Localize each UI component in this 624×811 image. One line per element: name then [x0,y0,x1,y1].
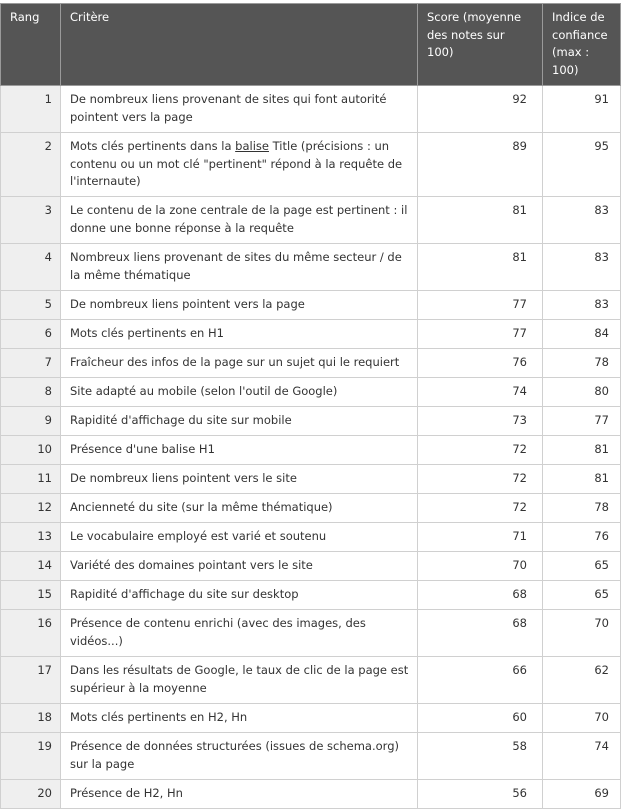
criterion-text-end: Title (précisions : un contenu ou un mot clé "pertinent" répond à la requête de l'internaute) [70,139,403,188]
criterion-cell: Variété des domaines pointant vers le site [61,552,418,581]
rank-cell: 10 [1,436,61,465]
header-rang: Rang [1,4,61,86]
criterion-cell: Le vocabulaire employé est varié et soutenu [61,523,418,552]
rank-cell: 11 [1,465,61,494]
criterion-cell: Mots clés pertinents en H2, Hn [61,704,418,733]
score-cell: 72 [418,465,543,494]
header-confiance: Indice de confiance (max : 100) [543,4,621,86]
score-cell: 76 [418,349,543,378]
confidence-cell: 76 [543,523,621,552]
table-row [1,133,621,197]
table-row [1,436,621,465]
score-cell: 81 [418,244,543,291]
table-row [1,244,621,291]
score-cell: 58 [418,733,543,780]
criterion-cell: Rapidité d'affichage du site sur desktop [61,581,418,610]
rank-cell: 12 [1,494,61,523]
table-row [1,291,621,320]
criterion-cell: Ancienneté du site (sur la même thématique) [61,494,418,523]
confidence-cell: 83 [543,291,621,320]
rank-cell: 4 [1,244,61,291]
table-row [1,704,621,733]
score-cell: 89 [418,133,543,197]
table-row [1,320,621,349]
confidence-cell: 65 [543,552,621,581]
criterion-cell: Dans les résultats de Google, le taux de clic de la page est supérieur à la moyenne [61,657,418,704]
rank-cell: 7 [1,349,61,378]
table-row [1,657,621,704]
balise-link[interactable]: balise [235,139,269,153]
ranking-table [0,3,621,809]
rank-cell: 18 [1,704,61,733]
rank-cell: 9 [1,407,61,436]
criterion-cell: De nombreux liens pointent vers la page [61,291,418,320]
table-row [1,581,621,610]
rank-cell: 5 [1,291,61,320]
score-cell: 70 [418,552,543,581]
rank-cell: 14 [1,552,61,581]
rank-cell: 6 [1,320,61,349]
table-row [1,780,621,809]
confidence-cell: 91 [543,86,621,133]
confidence-cell: 70 [543,610,621,657]
table-row [1,197,621,244]
score-cell: 77 [418,320,543,349]
table-row [1,407,621,436]
score-cell: 68 [418,581,543,610]
score-cell: 72 [418,436,543,465]
score-cell: 66 [418,657,543,704]
score-cell: 73 [418,407,543,436]
confidence-cell: 69 [543,780,621,809]
score-cell: 71 [418,523,543,552]
score-cell: 77 [418,291,543,320]
rank-cell: 16 [1,610,61,657]
criterion-cell: Site adapté au mobile (selon l'outil de Google) [61,378,418,407]
confidence-cell: 62 [543,657,621,704]
score-cell: 72 [418,494,543,523]
table-row [1,378,621,407]
criterion-cell: Rapidité d'affichage du site sur mobile [61,407,418,436]
confidence-cell: 70 [543,704,621,733]
criterion-cell: De nombreux liens provenant de sites qui font autorité pointent vers la page [61,86,418,133]
rank-cell: 2 [1,133,61,197]
confidence-cell: 78 [543,494,621,523]
header-critere: Critère [61,4,418,86]
table-row [1,523,621,552]
criterion-cell: Présence d'une balise H1 [61,436,418,465]
rank-cell: 1 [1,86,61,133]
score-cell: 60 [418,704,543,733]
rank-cell: 8 [1,378,61,407]
rank-cell: 3 [1,197,61,244]
score-cell: 92 [418,86,543,133]
criterion-cell: Fraîcheur des infos de la page sur un sujet qui le requiert [61,349,418,378]
table-row [1,465,621,494]
confidence-cell: 83 [543,197,621,244]
criterion-cell: Présence de données structurées (issues de schema.org) sur la page [61,733,418,780]
score-cell: 81 [418,197,543,244]
criterion-cell: Présence de contenu enrichi (avec des images, des vidéos...) [61,610,418,657]
table-row [1,552,621,581]
confidence-cell: 78 [543,349,621,378]
header-score: Score (moyenne des notes sur 100) [418,4,543,86]
table-row [1,733,621,780]
table-row [1,610,621,657]
confidence-cell: 84 [543,320,621,349]
criterion-text-start: Mots clés pertinents dans la [70,139,236,153]
rank-cell: 20 [1,780,61,809]
confidence-cell: 80 [543,378,621,407]
header-row [1,4,621,86]
criterion-cell [61,133,418,197]
criterion-cell: Le contenu de la zone centrale de la page est pertinent : il donne une bonne réponse à la requête [61,197,418,244]
rank-cell: 19 [1,733,61,780]
score-cell: 74 [418,378,543,407]
table-row [1,494,621,523]
rank-cell: 17 [1,657,61,704]
confidence-cell: 83 [543,244,621,291]
table-row [1,86,621,133]
confidence-cell: 95 [543,133,621,197]
score-cell: 56 [418,780,543,809]
criterion-cell: Mots clés pertinents en H1 [61,320,418,349]
confidence-cell: 74 [543,733,621,780]
confidence-cell: 81 [543,436,621,465]
confidence-cell: 65 [543,581,621,610]
rank-cell: 15 [1,581,61,610]
criterion-cell: Nombreux liens provenant de sites du même secteur / de la même thématique [61,244,418,291]
criterion-cell: Présence de H2, Hn [61,780,418,809]
table-row [1,349,621,378]
rank-cell: 13 [1,523,61,552]
criterion-cell: De nombreux liens pointent vers le site [61,465,418,494]
score-cell: 68 [418,610,543,657]
confidence-cell: 77 [543,407,621,436]
confidence-cell: 81 [543,465,621,494]
